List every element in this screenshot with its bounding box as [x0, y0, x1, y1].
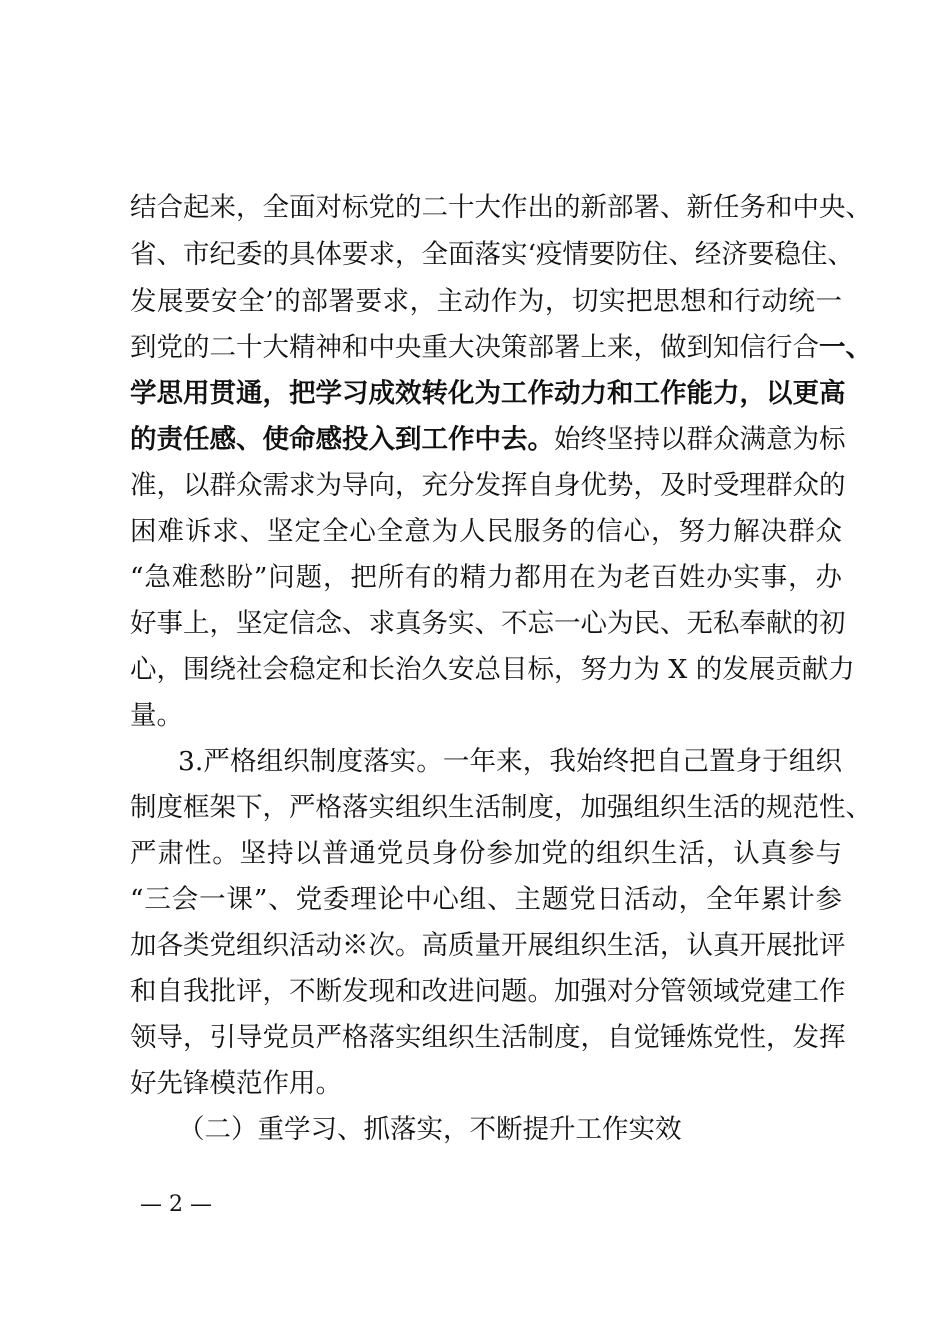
body-line-12: 量。 [130, 700, 183, 731]
body-line-6-text: 始终坚持以群众满意为标 [554, 424, 846, 455]
body-line-4 [130, 328, 872, 368]
paragraph-3-line-8: 好先锋模范作用。 [130, 1068, 342, 1099]
body-line-1: 结合起来，全面对标党的二十大作出的新部署、新任务和中央、 [130, 192, 872, 223]
paragraph-3-line-6: 和自我批评，不断发现和改进问题。加强对分管领域党建工作 [130, 976, 846, 1007]
body-line-4-text: 到党的二十大精神和中央重大决策部署上来，做到知信行合 [130, 332, 819, 363]
body-line-8: 困难诉求、坚定全心全意为人民服务的信心，努力解决群众 [130, 516, 842, 547]
paragraph-3-line-7: 领导，引导党员严格落实组织生活制度，自觉锤炼党性，发挥 [130, 1022, 846, 1053]
paragraph-3-line-3: 严肃性。坚持以普通党员身份参加党的组织生活，认真参与 [130, 838, 842, 869]
bold-line-2: 的责任感、使命感投入到工作中去。 [130, 424, 554, 455]
body-line-3: 发展要安全’的部署要求，主动作为，切实把思想和行动统一 [130, 286, 842, 317]
page-number: — 2 — [140, 1192, 212, 1217]
section-heading: （二）重学习、抓落实，不断提升工作实效 [178, 1114, 682, 1145]
paragraph-3-line-2: 制度框架下，严格落实组织生活制度，加强组织生活的规范性、 [130, 792, 872, 823]
body-line-2: 省、市纪委的具体要求，全面落实‘疫情要防住、经济要稳住、 [130, 239, 854, 270]
bold-line-1: 学思用贯通，把学习成效转化为工作动力和工作能力，以更高 [130, 378, 846, 409]
body-line-10: 好事上，坚定信念、求真务实、不忘一心为民、无私奉献的初 [130, 608, 846, 639]
paragraph-3-line-4: “三会一课”、党委理论中心组、主题党日活动，全年累计参 [130, 884, 842, 915]
body-line-9: “急难愁盼”问题，把所有的精力都用在为老百姓办实事，办 [130, 562, 842, 593]
body-line-4-bold-text: 一、 [819, 332, 872, 363]
body-line-6 [130, 420, 846, 460]
body-line-11: 心，围绕社会稳定和长治久安总目标，努力为 X 的发展贡献力 [130, 654, 855, 685]
body-line-7: 准，以群众需求为导向，充分发挥自身优势，及时受理群众的 [130, 470, 846, 501]
paragraph-3-line-1: 3.严格组织制度落实。一年来，我始终把自己置身于组织 [178, 746, 842, 777]
paragraph-3-line-5: 加各类党组织活动※次。高质量开展组织生活，认真开展批评 [130, 930, 846, 961]
